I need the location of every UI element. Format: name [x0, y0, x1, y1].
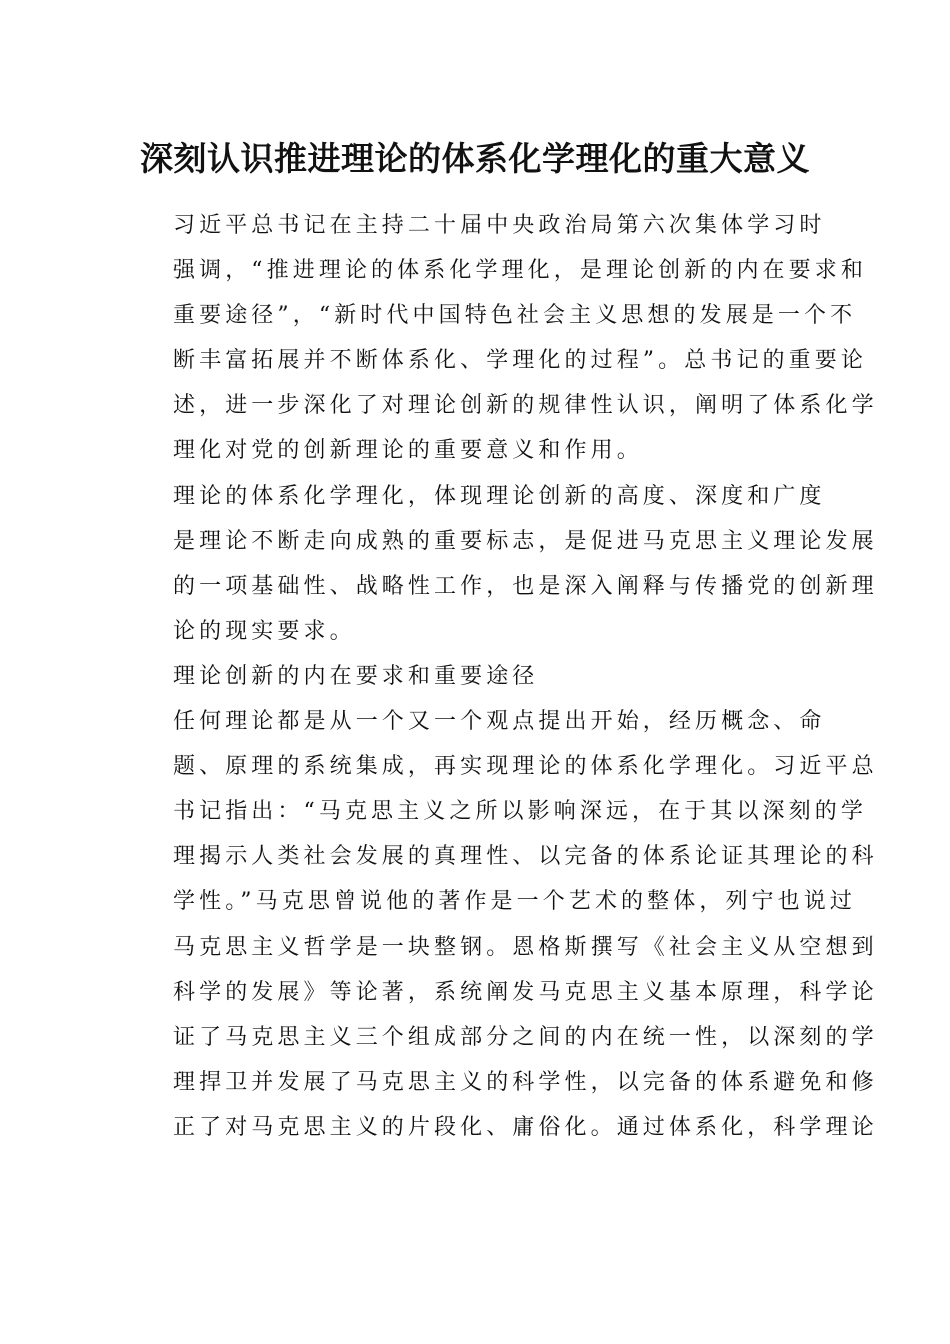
text-line: 强调，“推进理论的体系化学理化，是理论创新的内在要求和 [173, 258, 867, 284]
text-line: 重要途径”，“新时代中国特色社会主义思想的发展是一个不 [173, 303, 857, 329]
text-line: 题、原理的系统集成，再实现理论的体系化学理化。习近平总 [173, 754, 878, 780]
text-line: 理化对党的创新理论的重要意义和作用。 [173, 438, 643, 464]
text-line: 述，进一步深化了对理论创新的规律性认识，阐明了体系化学 [173, 393, 878, 419]
paragraph [121, 203, 878, 474]
text-line: 理揭示人类社会发展的真理性、以完备的体系论证其理论的科 [173, 844, 878, 870]
document-body [121, 203, 878, 1150]
section-heading [121, 654, 821, 699]
text-line: 的一项基础性、战略性工作，也是深入阐释与传播党的创新理 [173, 573, 878, 599]
text-line: 书记指出：“马克思主义之所以影响深远，在于其以深刻的学 [173, 799, 867, 825]
text-line: 断丰富拓展并不断体系化、学理化的过程”。总书记的重要论 [173, 348, 867, 374]
text-line: 理捍卫并发展了马克思主义的科学性，以完备的体系避免和修 [173, 1069, 878, 1095]
text-line: 学性。”马克思曾说他的著作是一个艺术的整体，列宁也说过 [173, 889, 856, 915]
section-heading-text: 理论创新的内在要求和重要途径 [173, 663, 539, 689]
text-line: 科学的发展》等论著，系统阐发马克思主义基本原理，科学论 [173, 979, 878, 1005]
text-line: 是理论不断走向成熟的重要标志，是促进马克思主义理论发展 [173, 528, 878, 554]
text-line: 理论的体系化学理化，体现理论创新的高度、深度和广度 [173, 483, 826, 509]
paragraph [121, 699, 878, 1150]
text-line: 论的现实要求。 [173, 618, 356, 644]
text-line: 习近平总书记在主持二十届中央政治局第六次集体学习时 [173, 213, 826, 238]
document-title: 深刻认识推进理论的体系化学理化的重大意义 [140, 139, 810, 178]
text-line: 马克思主义哲学是一块整钢。恩格斯撰写《社会主义从空想到 [173, 934, 878, 960]
text-line: 证了马克思主义三个组成部分之间的内在统一性，以深刻的学 [173, 1024, 878, 1050]
text-line: 正了对马克思主义的片段化、庸俗化。通过体系化，科学理论 [173, 1114, 878, 1140]
paragraph [121, 474, 878, 654]
text-line: 任何理论都是从一个又一个观点提出开始，经历概念、命 [173, 709, 826, 735]
